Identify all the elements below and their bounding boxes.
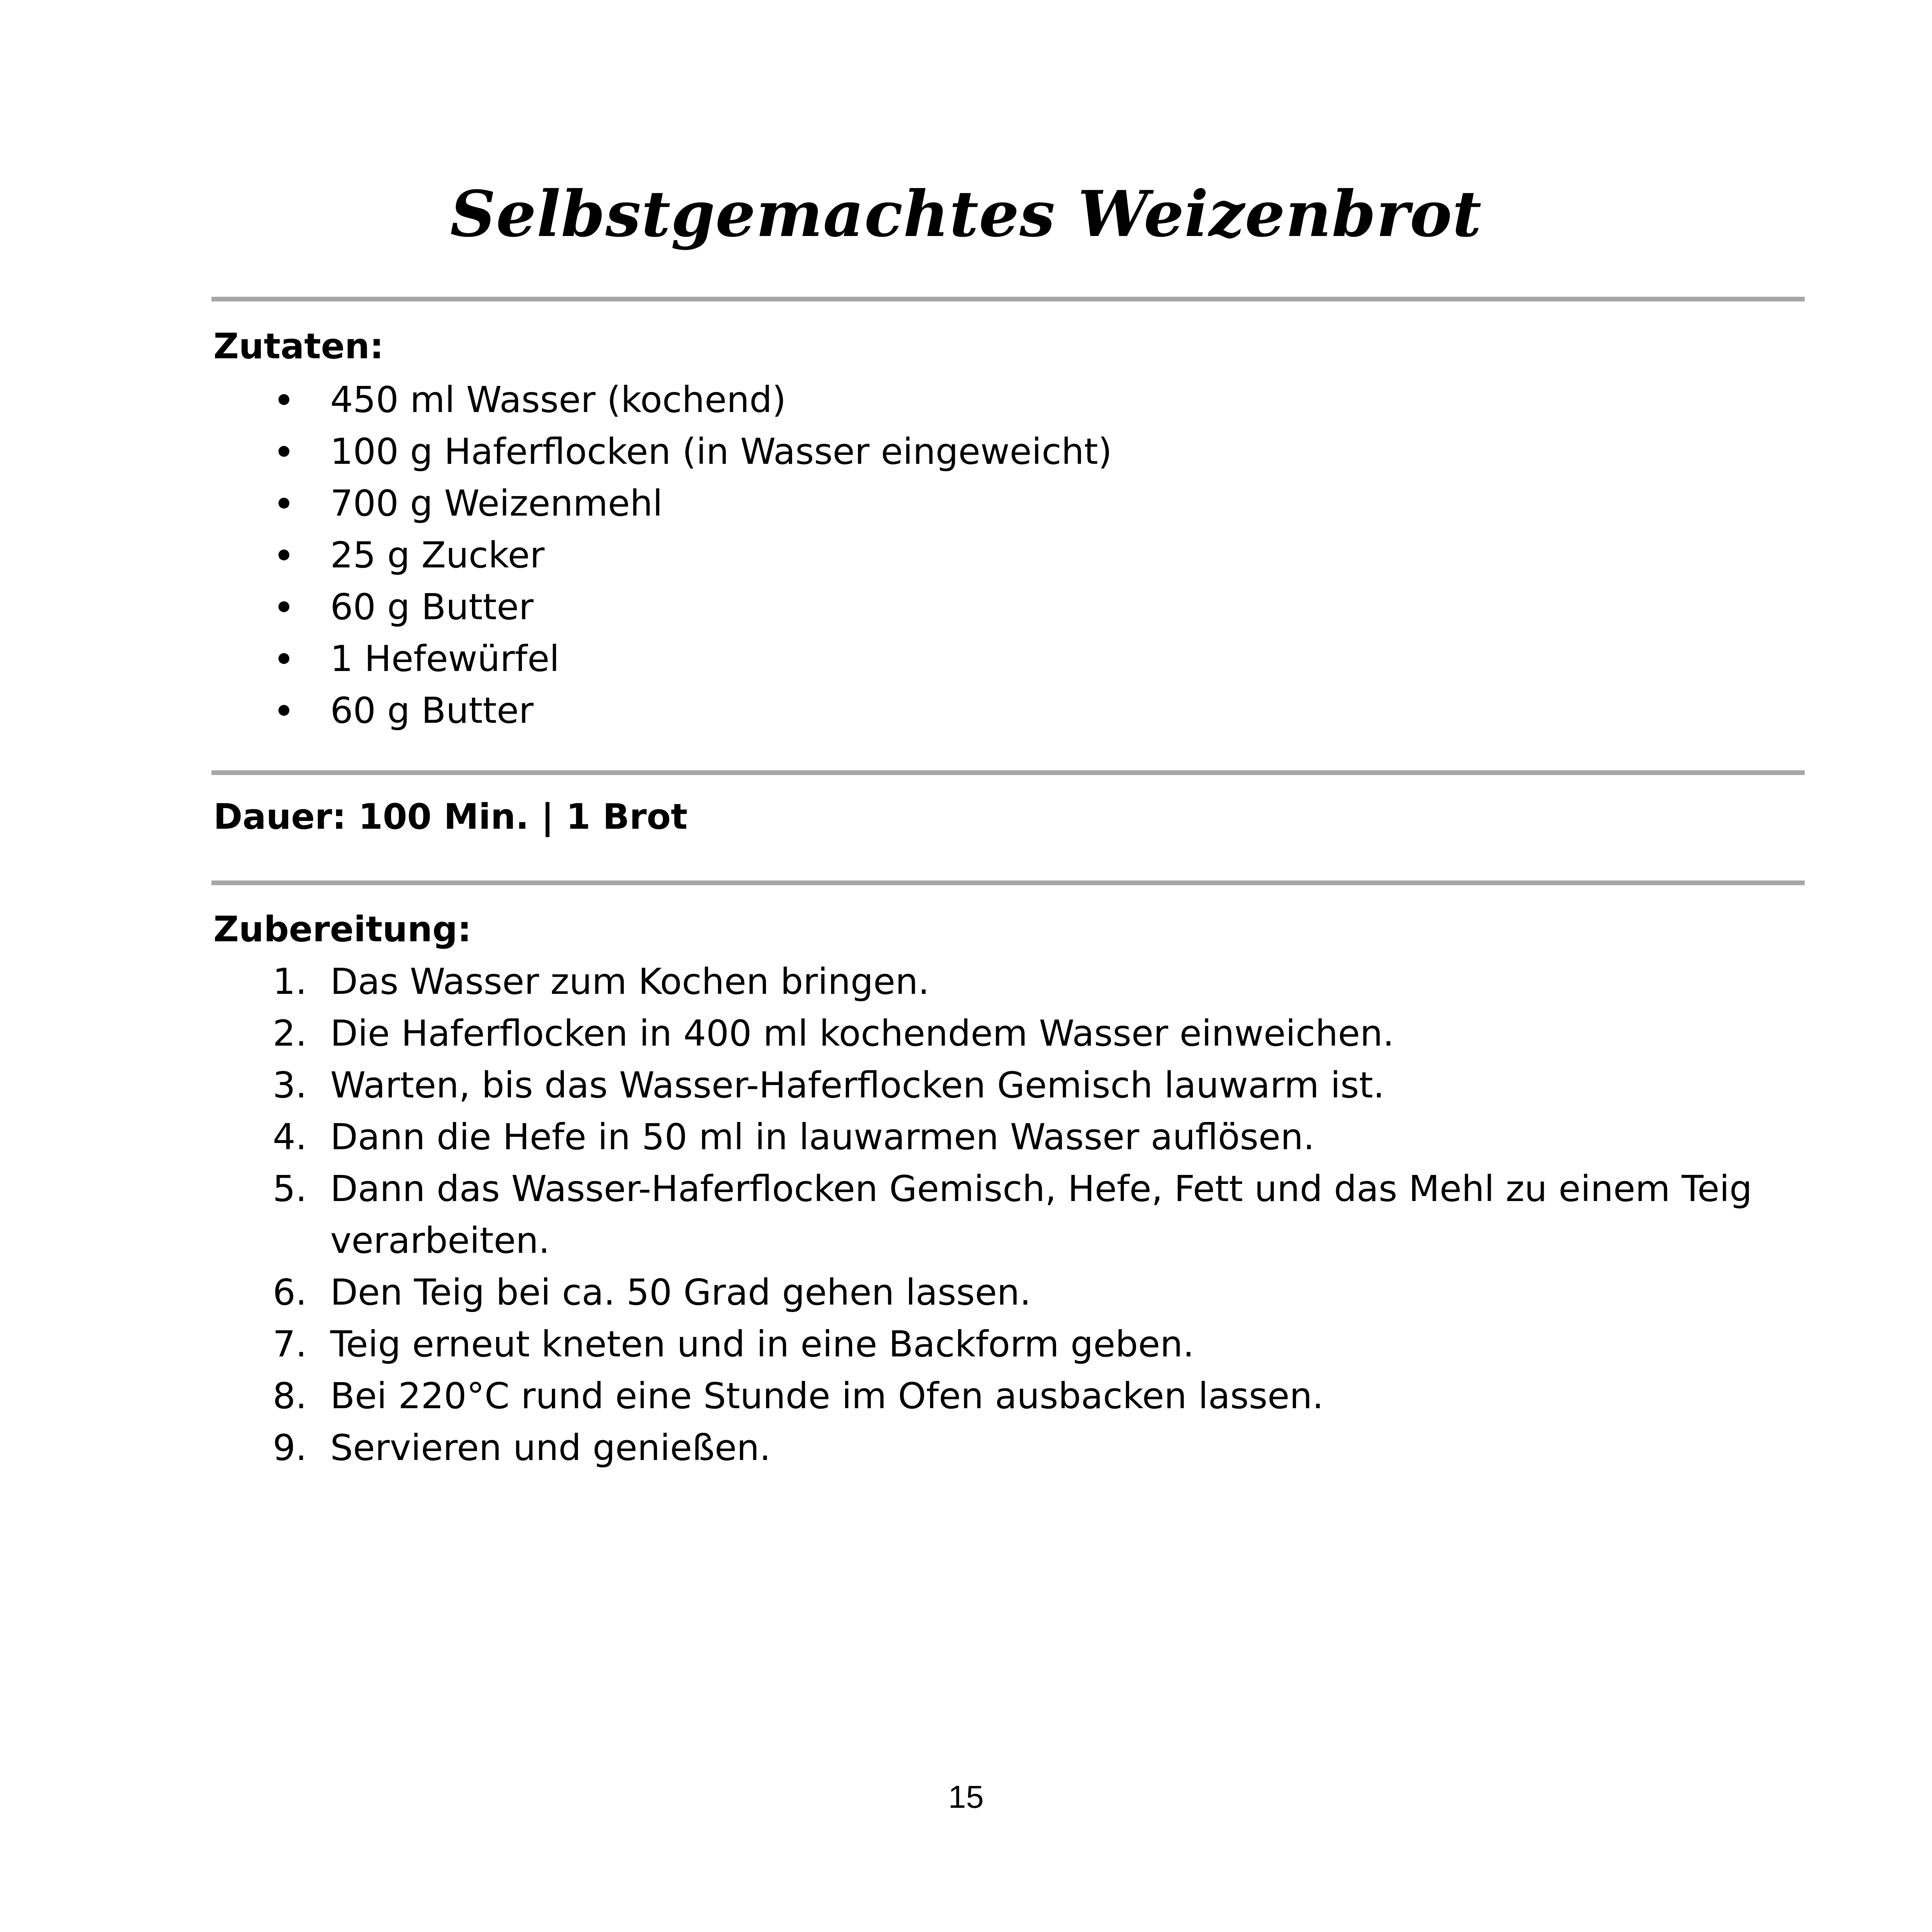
step-item — [213, 1007, 1849, 1059]
step-item — [213, 1422, 1849, 1474]
divider-top — [211, 297, 1805, 301]
ingredient-item: 100 g Haferflocken (in Wasser eingeweicht) — [213, 426, 1112, 477]
step-number: 8. — [273, 1375, 307, 1417]
step-number: 4. — [273, 1116, 307, 1158]
ingredient-item: 450 ml Wasser (kochend) — [213, 374, 1112, 426]
step-text: Den Teig bei ca. 50 Grad gehen lassen. — [330, 1272, 1031, 1313]
ingredient-item: 1 Hefewürfel — [213, 633, 1112, 685]
step-number: 5. — [273, 1168, 307, 1210]
step-number: 9. — [273, 1427, 307, 1469]
bullet-icon — [278, 394, 289, 405]
divider-lower — [211, 881, 1805, 885]
ingredient-item: 25 g Zucker — [213, 529, 1112, 581]
step-text: Teig erneut kneten und in eine Backform geben. — [330, 1323, 1194, 1365]
page-title: Selbstgemachtes Weizenbrot — [450, 177, 1482, 251]
ingredient-item: 700 g Weizenmehl — [213, 477, 1112, 529]
step-item — [213, 1111, 1849, 1163]
ingredient-item: 60 g Butter — [213, 685, 1112, 736]
step-text: Servieren und genießen. — [330, 1427, 771, 1469]
bullet-icon — [278, 601, 289, 612]
ingredients-list — [213, 374, 1112, 736]
step-text: Dann das Wasser-Haferflocken Gemisch, Hefe, Fett und das Mehl zu einem Teig verarbeiten. — [330, 1168, 1752, 1261]
step-text: Dann die Hefe in 50 ml in lauwarmen Wasser auflösen. — [330, 1116, 1315, 1158]
step-item — [213, 1163, 1849, 1266]
step-text: Das Wasser zum Kochen bringen. — [330, 961, 930, 1002]
step-item — [213, 1266, 1849, 1318]
step-text: Die Haferflocken in 400 ml kochendem Wasser einweichen. — [330, 1013, 1394, 1054]
divider-middle — [211, 770, 1805, 775]
page-number: 15 — [948, 1779, 984, 1815]
step-number: 7. — [273, 1323, 307, 1365]
step-number: 1. — [273, 961, 307, 1002]
ingredients-heading: Zutaten: — [213, 326, 384, 367]
preparation-steps — [213, 956, 1849, 1474]
step-text: Bei 220°C rund eine Stunde im Ofen ausbacken lassen. — [330, 1375, 1324, 1417]
step-number: 6. — [273, 1272, 307, 1313]
step-number: 2. — [273, 1013, 307, 1054]
step-item — [213, 956, 1849, 1007]
bullet-icon — [278, 549, 289, 560]
ingredient-item: 60 g Butter — [213, 581, 1112, 633]
step-item — [213, 1370, 1849, 1422]
step-number: 3. — [273, 1064, 307, 1106]
step-item — [213, 1318, 1849, 1370]
preparation-heading: Zubereitung: — [213, 909, 472, 950]
bullet-icon — [278, 446, 289, 457]
bullet-icon — [278, 498, 289, 509]
duration-info: Dauer: 100 Min. | 1 Brot — [213, 796, 688, 837]
step-text: Warten, bis das Wasser-Haferflocken Gemisch lauwarm ist. — [330, 1064, 1385, 1106]
bullet-icon — [278, 653, 289, 664]
step-item — [213, 1059, 1849, 1111]
bullet-icon — [278, 705, 289, 716]
